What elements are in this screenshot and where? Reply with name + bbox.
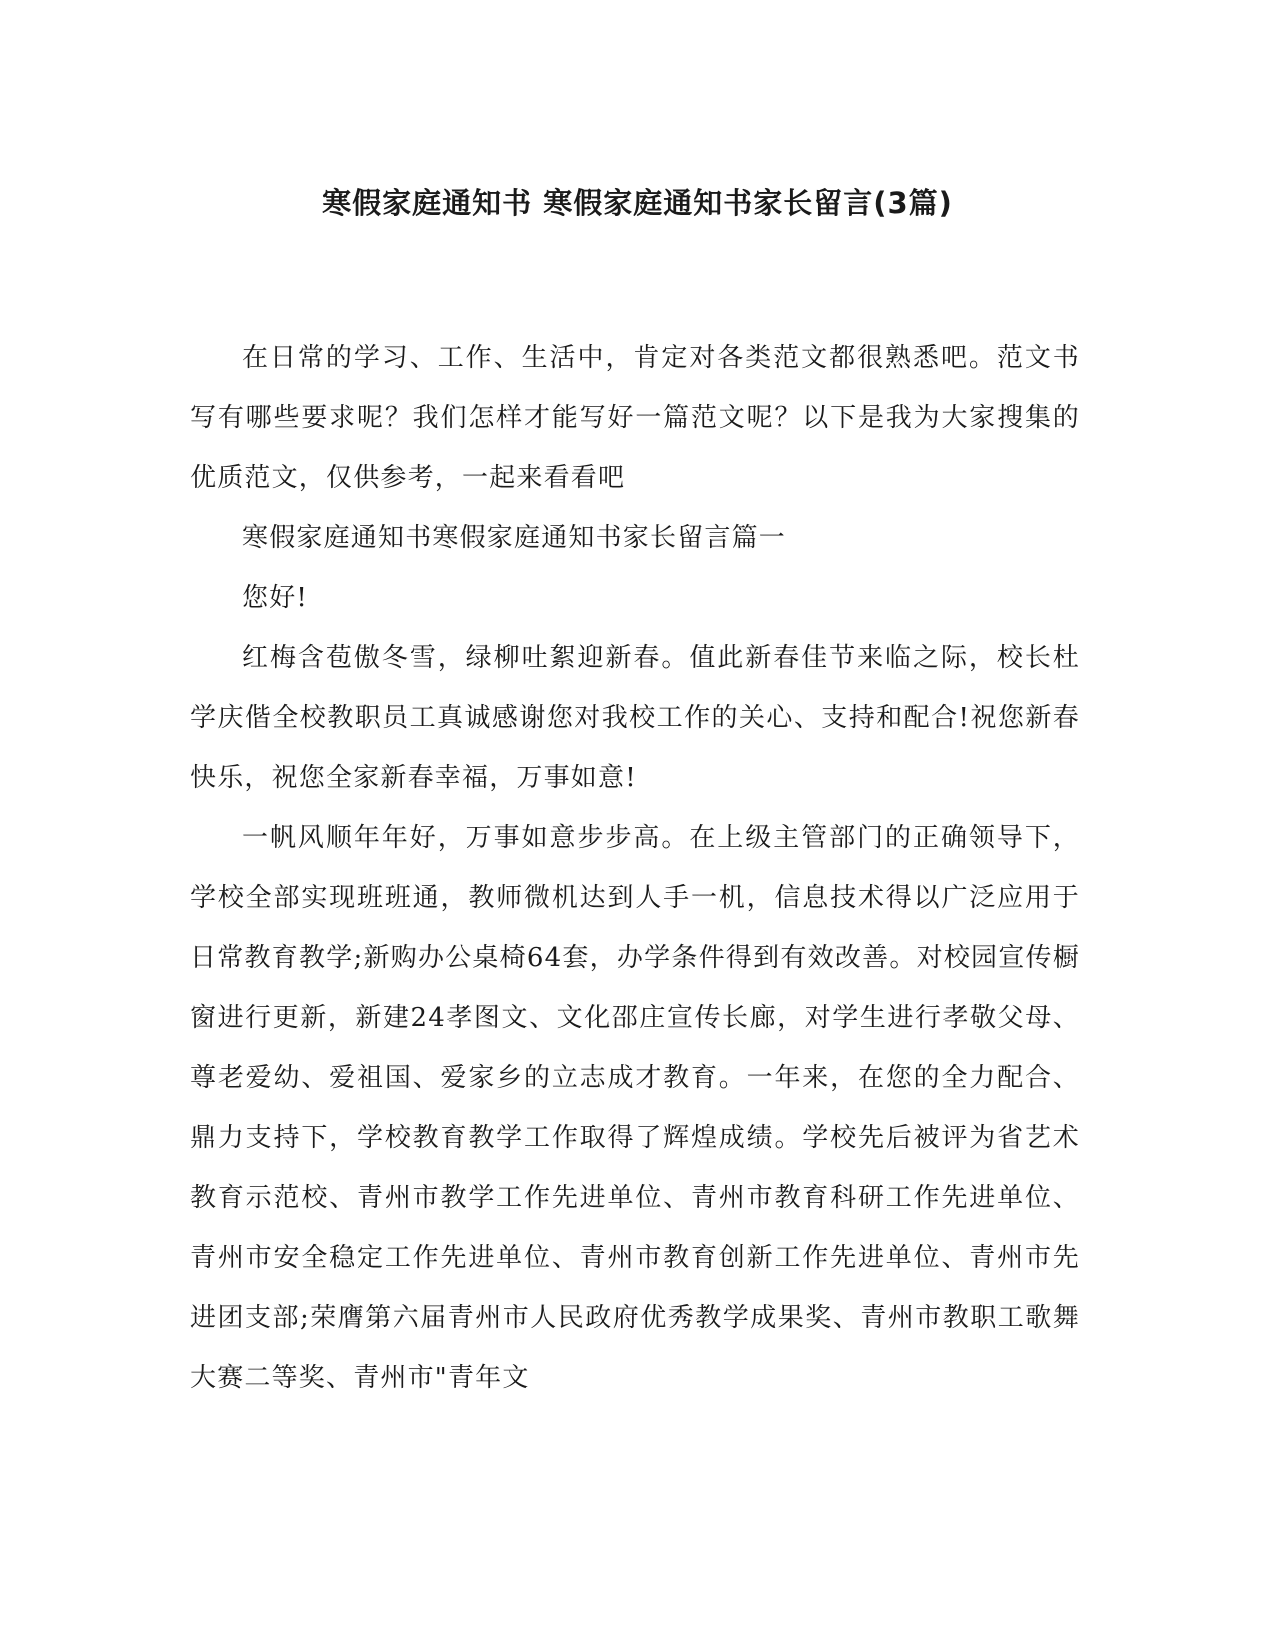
paragraph-intro: 在日常的学习、工作、生活中，肯定对各类范文都很熟悉吧。范文书写有哪些要求呢？我们怎样才能写好一篇范文呢？以下是我为大家搜集的优质范文，仅供参考，一起来看看吧 [190,343,1080,493]
greeting: 您好! [242,583,309,613]
document-title: 寒假家庭通知书 寒假家庭通知书家长留言(3篇) [322,186,953,220]
paragraph-wishes: 红梅含苞傲冬雪，绿柳吐絮迎新春。值此新春佳节来临之际，校长杜学庆偕全校教职员工真诚感谢您对我校工作的关心、支持和配合!祝您新春快乐，祝您全家新春幸福，万事如意! [190,643,1080,793]
document-body [190,328,1080,1408]
paragraph-achievements: 一帆风顺年年好，万事如意步步高。在上级主管部门的正确领导下，学校全部实现班班通，教师微机达到人手一机，信息技术得以广泛应用于日常教育教学;新购办公桌椅64套，办学条件得到有效改善。对校园宣传橱窗进行更新，新建24孝图文、文化邵庄宣传长廊，对学生进行孝敬父母、尊老爱幼、爱祖国、爱家乡的立志成才教育。一年来，在您的全力配合、鼎力支持下，学校教育教学工作取得了辉煌成绩。学校先后被评为省艺术教育示范校、青州市教学工作先进单位、青州市教育科研工作先进单位、青州市安全稳定工作先进单位、青州市教育创新工作先进单位、青州市先进团支部;荣膺第六届青州市人民政府优秀教学成果奖、青州市教职工歌舞大赛二等奖、青州市"青年文 [190,823,1080,1393]
section-heading: 寒假家庭通知书寒假家庭通知书家长留言篇一 [242,523,787,553]
